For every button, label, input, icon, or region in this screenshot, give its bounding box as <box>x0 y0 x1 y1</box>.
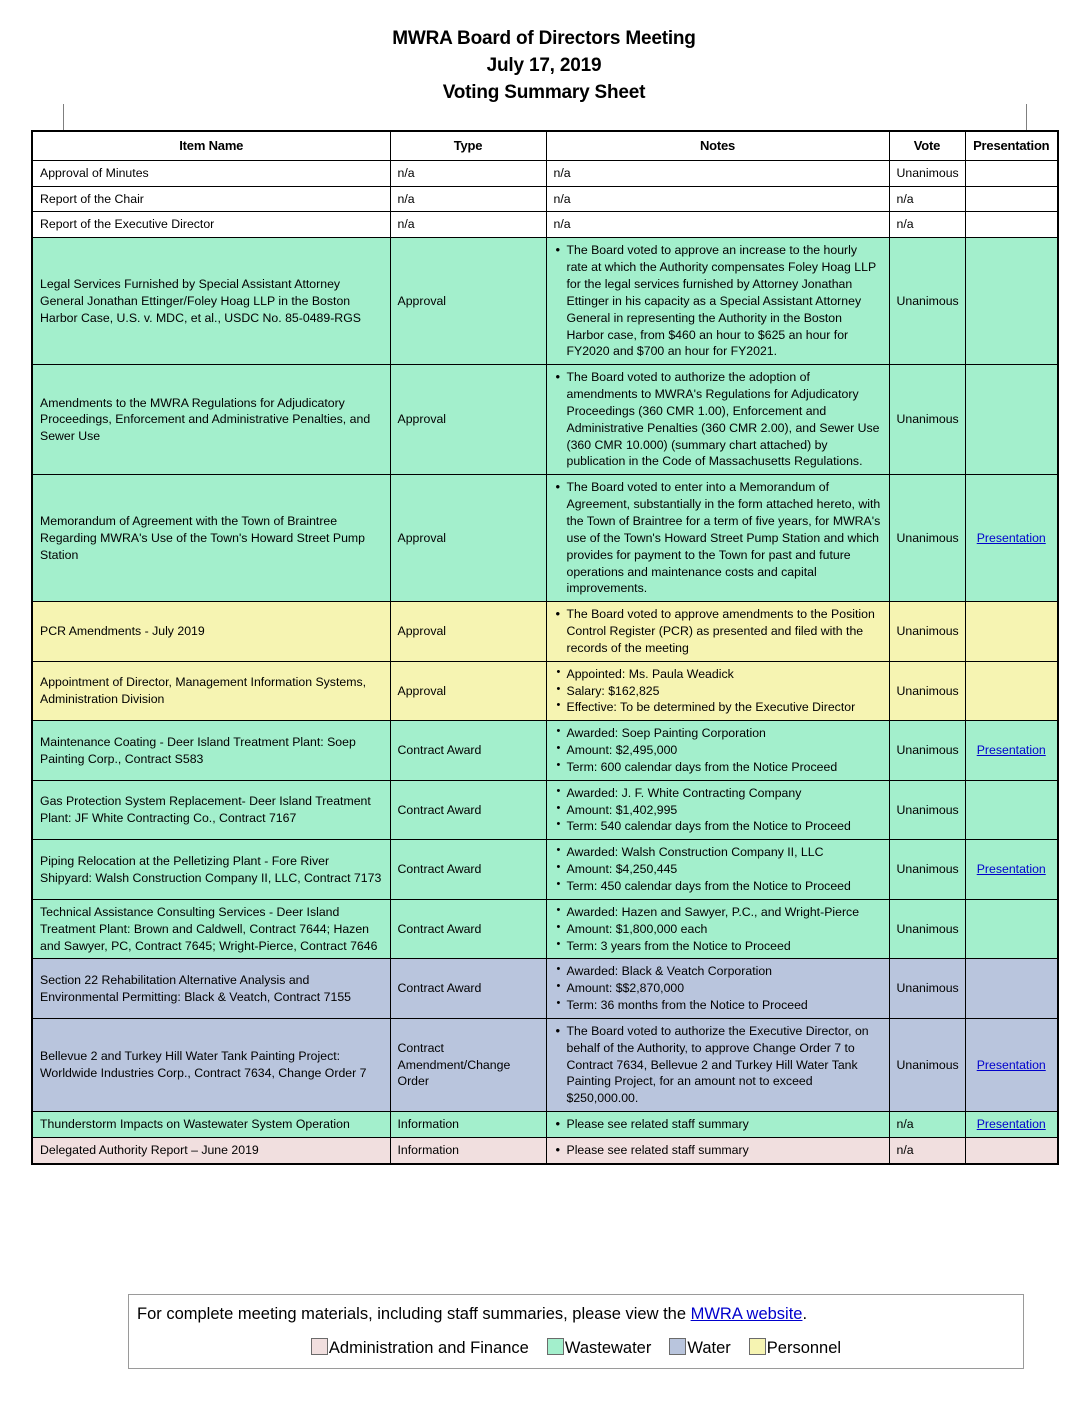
legend-swatch-icon <box>547 1338 564 1355</box>
legend-item <box>749 1338 841 1358</box>
table-body <box>32 160 1058 1164</box>
cell-notes <box>546 1018 889 1111</box>
cell-type: Information <box>390 1137 546 1163</box>
cell-notes <box>546 1137 889 1163</box>
cell-presentation <box>965 475 1058 602</box>
cell-item-name: Appointment of Director, Management Information Systems, Administration Division <box>32 661 390 721</box>
voting-summary-table <box>31 130 1059 1165</box>
notes-list-item: • Please see related staff summary <box>567 1116 882 1133</box>
cell-vote: Unanimous <box>889 661 965 721</box>
notes-list-item: • Term: 3 years from the Notice to Proceed <box>567 938 882 955</box>
table-row <box>32 780 1058 840</box>
presentation-link[interactable]: Presentation <box>976 1057 1046 1072</box>
table-row <box>32 212 1058 238</box>
cell-presentation <box>965 1137 1058 1163</box>
cell-presentation <box>965 212 1058 238</box>
table-row <box>32 186 1058 212</box>
table-row <box>32 365 1058 475</box>
notes-list-item: • Term: 450 calendar days from the Notice to Proceed <box>567 878 882 895</box>
cell-type: Contract Award <box>390 780 546 840</box>
cell-item-name: Thunderstorm Impacts on Wastewater System Operation <box>32 1112 390 1138</box>
cell-item-name: Technical Assistance Consulting Services - Deer Island Treatment Plant: Brown and Caldwell, Contract 7644; Hazen and Sawyer, PC, Contract 7645; Wright-Pierce, Contract 7646 <box>32 899 390 959</box>
notes-list <box>554 725 882 776</box>
footer-text-after: . <box>802 1305 808 1323</box>
notes-list-item: • Term: 600 calendar days from the Notice Proceed <box>567 759 882 776</box>
cell-item-name: Report of the Executive Director <box>32 212 390 238</box>
cell-presentation <box>965 1018 1058 1111</box>
cell-item-name: Amendments to the MWRA Regulations for Adjudicatory Proceedings, Enforcement and Administrative Penalties, and Sewer Use <box>32 365 390 475</box>
table-row <box>32 160 1058 186</box>
cell-presentation <box>965 780 1058 840</box>
cell-vote: n/a <box>889 186 965 212</box>
legend-label: Personnel <box>766 1338 842 1357</box>
table-row <box>32 1137 1058 1163</box>
cell-presentation <box>965 160 1058 186</box>
header-item-name: Item Name <box>32 131 390 160</box>
cell-vote: Unanimous <box>889 602 965 662</box>
cell-type: n/a <box>390 160 546 186</box>
notes-list <box>554 1116 882 1133</box>
title-line-1: MWRA Board of Directors Meeting <box>392 28 696 49</box>
notes-list-item: • Awarded: Walsh Construction Company II, LLC <box>567 844 882 861</box>
header-presentation: Presentation <box>965 131 1058 160</box>
cell-item-name: Gas Protection System Replacement- Deer Island Treatment Plant: JF White Contracting Co., Contract 7167 <box>32 780 390 840</box>
cell-notes <box>546 840 889 900</box>
table-row <box>32 959 1058 1019</box>
notes-text: n/a <box>553 165 571 180</box>
table-row <box>32 1018 1058 1111</box>
cell-type: Contract Amendment/Change Order <box>390 1018 546 1111</box>
cell-presentation <box>965 1112 1058 1138</box>
notes-text: n/a <box>553 191 571 206</box>
cell-vote: Unanimous <box>889 899 965 959</box>
table-header-row <box>32 131 1058 160</box>
cell-notes <box>546 365 889 475</box>
cell-vote: n/a <box>889 1137 965 1163</box>
notes-list <box>554 606 882 657</box>
cell-vote: n/a <box>889 212 965 238</box>
cell-notes <box>546 959 889 1019</box>
cell-notes <box>546 1112 889 1138</box>
cell-notes <box>546 186 889 212</box>
cell-notes <box>546 780 889 840</box>
cell-presentation <box>965 661 1058 721</box>
left-margin-guide <box>63 104 64 131</box>
cell-type: Approval <box>390 602 546 662</box>
notes-list-item: • Awarded: Hazen and Sawyer, P.C., and Wright-Pierce <box>567 904 882 921</box>
notes-list <box>554 904 882 955</box>
cell-type: Contract Award <box>390 840 546 900</box>
notes-list-item: • Awarded: J. F. White Contracting Company <box>567 785 882 802</box>
cell-type: Approval <box>390 661 546 721</box>
notes-list-item: • Please see related staff summary <box>567 1142 882 1159</box>
cell-vote: Unanimous <box>889 840 965 900</box>
legend-label: Wastewater <box>564 1338 652 1357</box>
notes-list-item: • Effective: To be determined by the Executive Director <box>567 699 882 716</box>
cell-vote: Unanimous <box>889 1018 965 1111</box>
cell-type: Approval <box>390 365 546 475</box>
notes-list-item: • Awarded: Black & Veatch Corporation <box>567 963 882 980</box>
notes-list <box>554 785 882 836</box>
notes-list-item: • Amount: $2,495,000 <box>567 742 882 759</box>
cell-presentation <box>965 365 1058 475</box>
cell-notes <box>546 160 889 186</box>
voting-summary-table-wrapper <box>31 130 1057 1165</box>
cell-notes <box>546 899 889 959</box>
notes-list-item: • Amount: $$2,870,000 <box>567 980 882 997</box>
page-title <box>0 0 1088 107</box>
cell-type: n/a <box>390 186 546 212</box>
table-row <box>32 602 1058 662</box>
cell-type: Information <box>390 1112 546 1138</box>
presentation-link[interactable]: Presentation <box>976 530 1046 545</box>
cell-vote: Unanimous <box>889 475 965 602</box>
legend-swatch-icon <box>749 1338 766 1355</box>
cell-type: Contract Award <box>390 899 546 959</box>
table-row <box>32 721 1058 781</box>
cell-item-name: Section 22 Rehabilitation Alternative Analysis and Environmental Permitting: Black & Veatch, Contract 7155 <box>32 959 390 1019</box>
table-row <box>32 899 1058 959</box>
cell-notes <box>546 212 889 238</box>
footer-note-box <box>128 1294 1024 1369</box>
right-margin-guide <box>1026 104 1027 131</box>
cell-notes <box>546 721 889 781</box>
cell-notes <box>546 602 889 662</box>
cell-vote: n/a <box>889 1112 965 1138</box>
cell-item-name: Piping Relocation at the Pelletizing Plant - Fore River Shipyard: Walsh Construction Company II, LLC, Contract 7173 <box>32 840 390 900</box>
table-row <box>32 661 1058 721</box>
cell-presentation <box>965 840 1058 900</box>
legend-swatch-icon <box>311 1338 328 1355</box>
footer-text-before: For complete meeting materials, including staff summaries, please view the <box>137 1305 691 1323</box>
cell-type: Contract Award <box>390 959 546 1019</box>
legend-item <box>547 1338 652 1358</box>
footer-materials-note <box>135 1302 1017 1327</box>
notes-list <box>554 666 882 717</box>
cell-notes <box>546 475 889 602</box>
table-row <box>32 1112 1058 1138</box>
cell-item-name: Report of the Chair <box>32 186 390 212</box>
title-line-2: July 17, 2019 <box>486 54 602 76</box>
notes-list-item: • Awarded: Soep Painting Corporation <box>567 725 882 742</box>
cell-type: Approval <box>390 238 546 365</box>
notes-list <box>554 963 882 1014</box>
cell-type: Approval <box>390 475 546 602</box>
title-line-3: Voting Summary Sheet <box>442 81 646 103</box>
cell-vote: Unanimous <box>889 959 965 1019</box>
cell-vote: Unanimous <box>889 780 965 840</box>
cell-type: n/a <box>390 212 546 238</box>
cell-item-name: Maintenance Coating - Deer Island Treatment Plant: Soep Painting Corp., Contract S583 <box>32 721 390 781</box>
notes-list-item: • Appointed: Ms. Paula Weadick <box>567 666 882 683</box>
header-notes: Notes <box>546 131 889 160</box>
notes-text: n/a <box>553 217 571 232</box>
notes-list <box>554 479 882 597</box>
cell-item-name: Approval of Minutes <box>32 160 390 186</box>
legend-label: Water <box>687 1338 731 1357</box>
cell-presentation <box>965 959 1058 1019</box>
notes-list-item: • The Board voted to enter into a Memorandum of Agreement, substantially in the form attached hereto, with the Town of Braintree for a term of five years, for MWRA's use of the Town's Howard Street Pump Station and which provides for payment to the Town for past and future operations and maintenance costs and capital improvements. <box>567 479 882 597</box>
cell-item-name: Legal Services Furnished by Special Assistant Attorney General Jonathan Ettinger/Foley Hoag LLP in the Boston Harbor Case, U.S. v. MDC, et al., USDC No. 85-0489-RGS <box>32 238 390 365</box>
notes-list-item: • Salary: $162,825 <box>567 683 882 700</box>
cell-presentation <box>965 238 1058 365</box>
notes-list-item: • Term: 36 months from the Notice to Proceed <box>567 997 882 1014</box>
header-type: Type <box>390 131 546 160</box>
notes-list-item: • The Board voted to authorize the Executive Director, on behalf of the Authority, to approve Change Order 7 to Contract 7634, Bellevue 2 and Turkey Hill Water Tank Painting Project, for an amount not to exceed $250,000.00. <box>567 1023 882 1107</box>
notes-list-item: • Amount: $4,250,445 <box>567 861 882 878</box>
legend-swatch-icon <box>669 1338 686 1355</box>
notes-list-item: • The Board voted to approve an increase to the hourly rate at which the Authority compensates Foley Hoag LLP for the legal services furnished by Attorney Jonathan Ettinger in his capacity as a Special Assistant Attorney General in representing the Authority in the Boston Harbor case, from $460 an hour to $625 an hour for FY2020 and $700 an hour for FY2021. <box>567 242 882 360</box>
margin-guides <box>0 104 1088 131</box>
notes-list-item: • The Board voted to approve amendments to the Position Control Register (PCR) as presented and filed with the records of the meeting <box>567 606 882 657</box>
cell-item-name: PCR Amendments - July 2019 <box>32 602 390 662</box>
cell-presentation <box>965 899 1058 959</box>
cell-vote: Unanimous <box>889 160 965 186</box>
cell-item-name: Bellevue 2 and Turkey Hill Water Tank Painting Project: Worldwide Industries Corp., Contract 7634, Change Order 7 <box>32 1018 390 1111</box>
notes-list-item: • The Board voted to authorize the adoption of amendments to MWRA's Regulations for Adjudicatory Proceedings (360 CMR 1.00), Enforcement and Administrative Penalties (360 CMR 2.00), and Sewer Use (360 CMR 10.000) (summary chart attached) by publication in the Code of Massachusetts Regulations. <box>567 369 882 470</box>
cell-presentation <box>965 721 1058 781</box>
notes-list-item: • Amount: $1,402,995 <box>567 802 882 819</box>
cell-type: Contract Award <box>390 721 546 781</box>
cell-presentation <box>965 186 1058 212</box>
cell-notes <box>546 238 889 365</box>
table-row <box>32 475 1058 602</box>
cell-vote: Unanimous <box>889 365 965 475</box>
table-row <box>32 840 1058 900</box>
notes-list <box>554 844 882 895</box>
cell-item-name: Delegated Authority Report – June 2019 <box>32 1137 390 1163</box>
presentation-link[interactable]: Presentation <box>976 862 1046 877</box>
notes-list <box>554 1142 882 1159</box>
cell-presentation <box>965 602 1058 662</box>
cell-notes <box>546 661 889 721</box>
cell-vote: Unanimous <box>889 238 965 365</box>
mwra-website-link[interactable]: MWRA website <box>690 1305 803 1323</box>
notes-list <box>554 369 882 470</box>
table-row <box>32 238 1058 365</box>
notes-list-item: • Amount: $1,800,000 each <box>567 921 882 938</box>
notes-list <box>554 1023 882 1107</box>
color-legend <box>135 1338 1017 1358</box>
notes-list-item: • Term: 540 calendar days from the Notice to Proceed <box>567 818 882 835</box>
presentation-link[interactable]: Presentation <box>976 1117 1046 1132</box>
cell-item-name: Memorandum of Agreement with the Town of Braintree Regarding MWRA's Use of the Town's Howard Street Pump Station <box>32 475 390 602</box>
legend-item <box>669 1338 730 1358</box>
notes-list <box>554 242 882 360</box>
legend-label: Administration and Finance <box>328 1338 529 1357</box>
legend-item <box>311 1338 529 1358</box>
header-vote: Vote <box>889 131 965 160</box>
presentation-link[interactable]: Presentation <box>976 743 1046 758</box>
cell-vote: Unanimous <box>889 721 965 781</box>
